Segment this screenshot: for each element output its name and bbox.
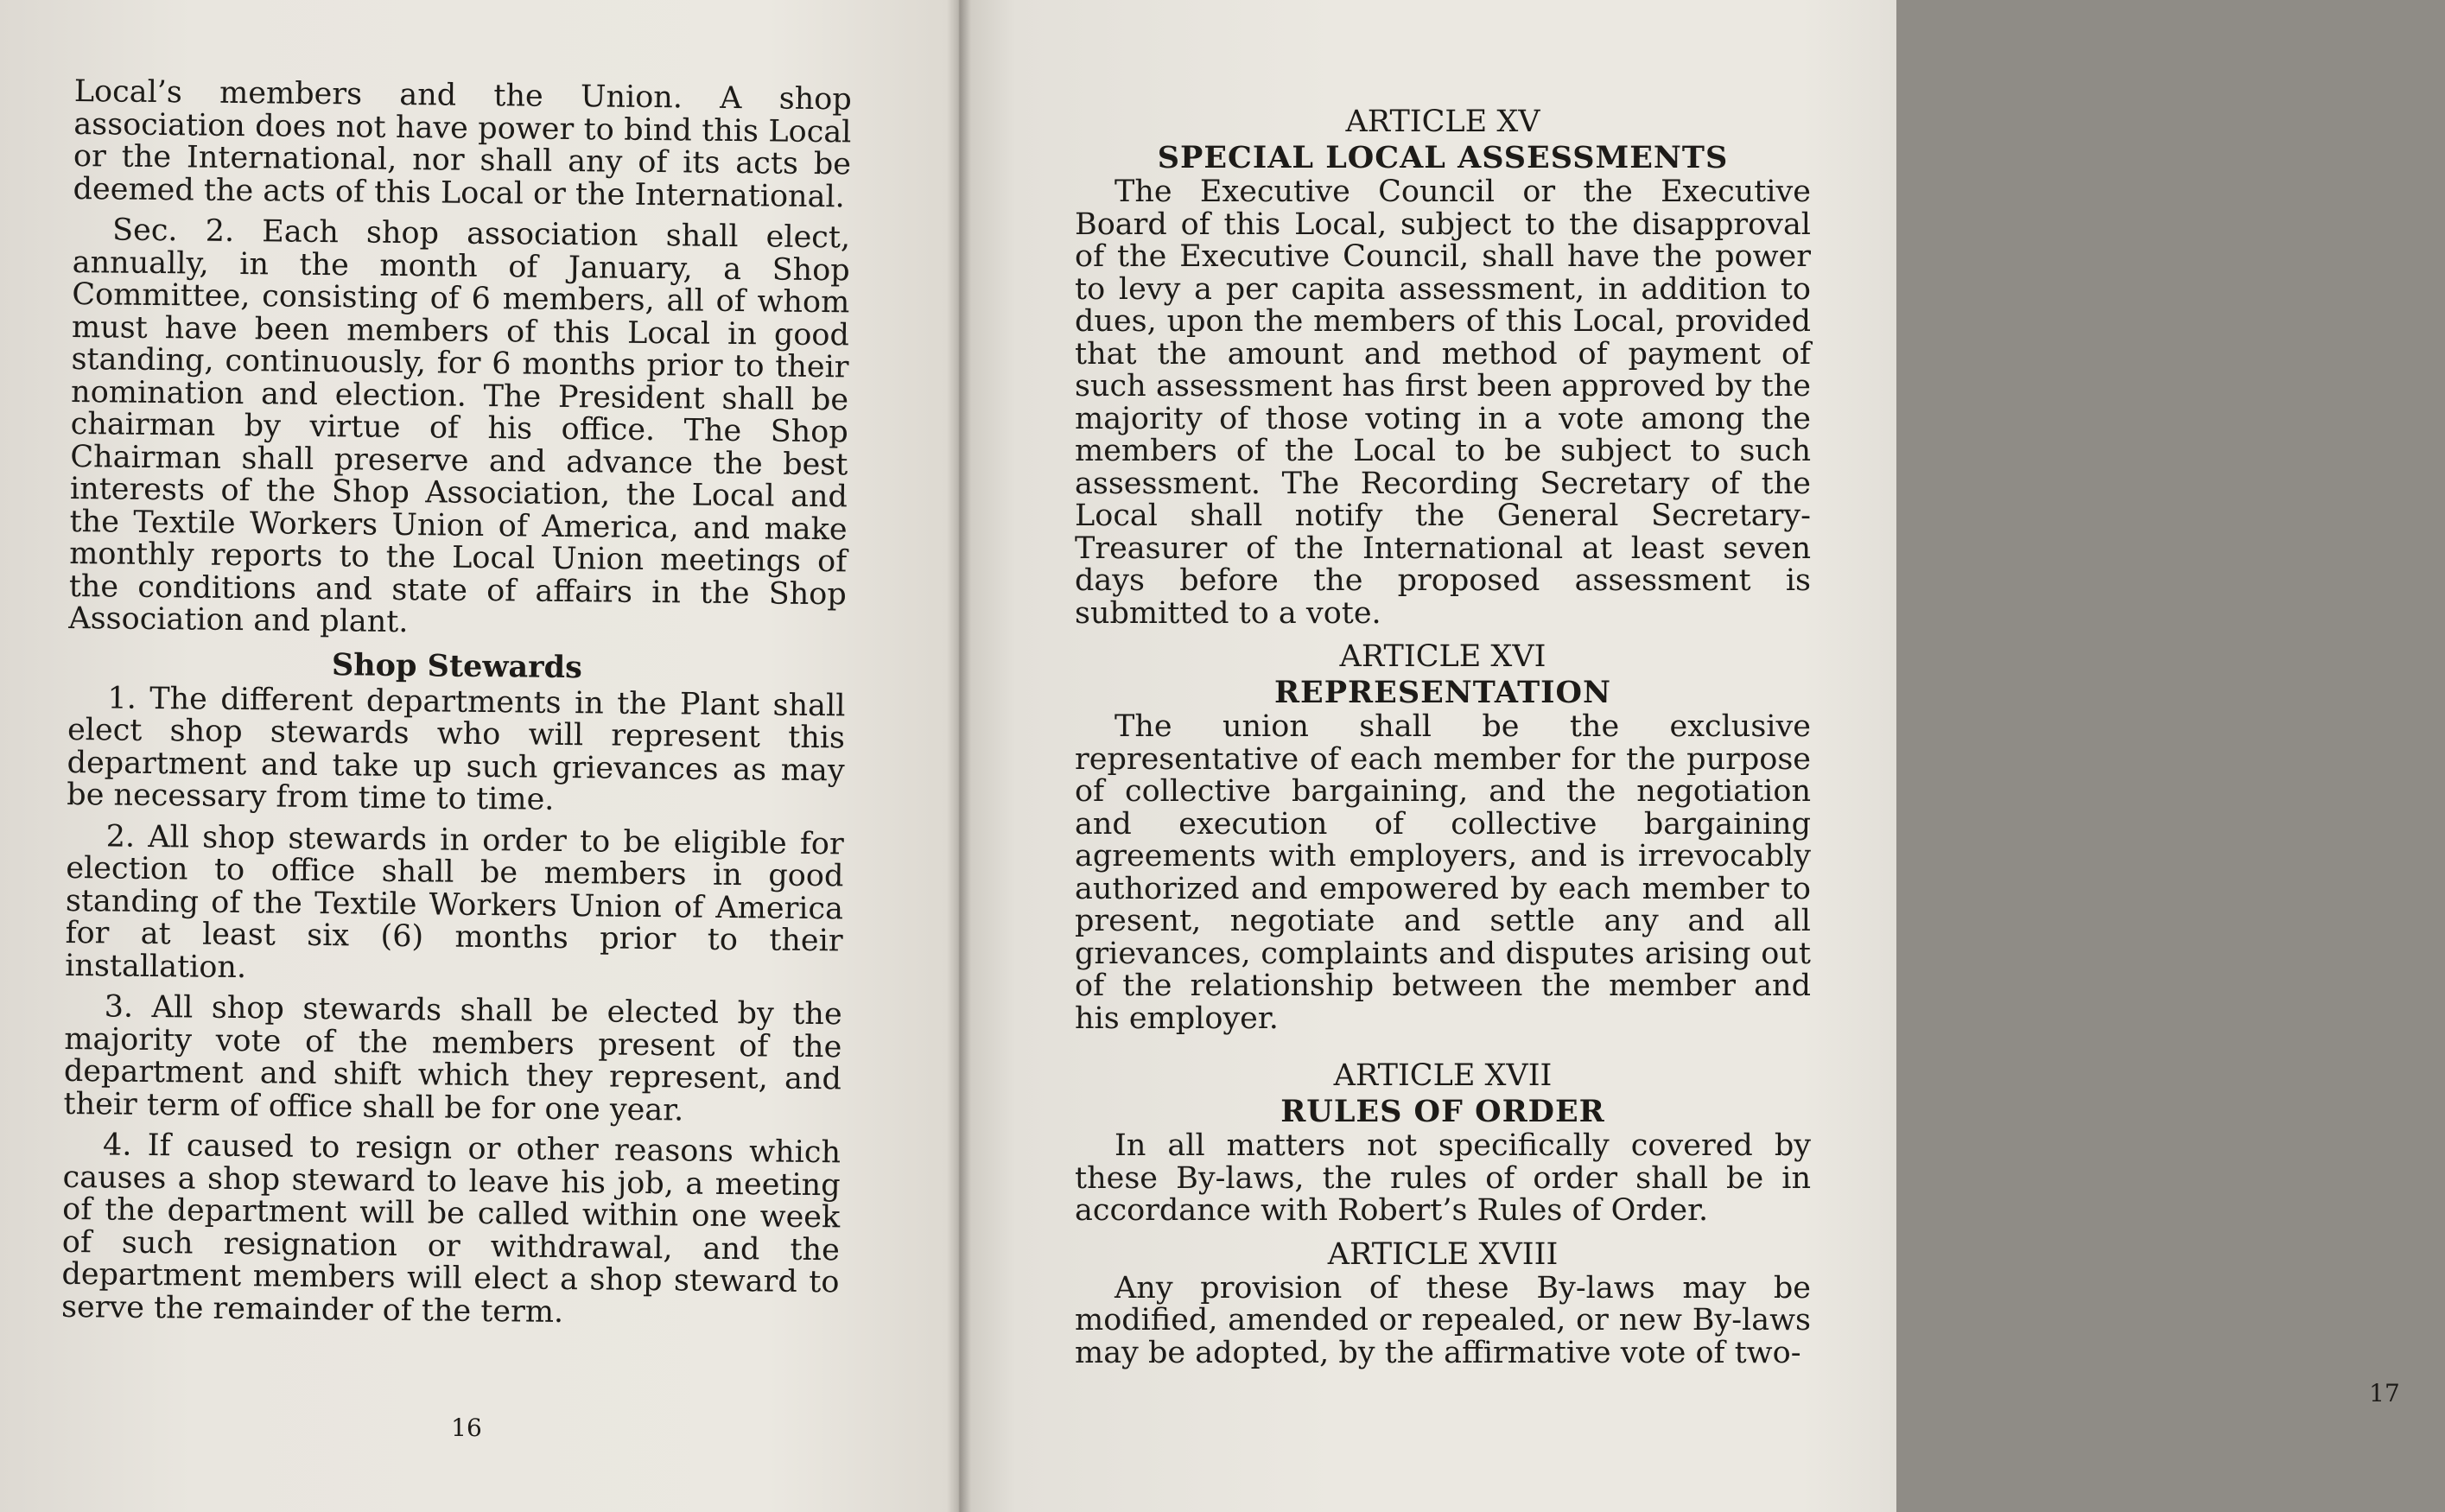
right-page-text [1075,104,1811,1378]
steward-rule-1: 1. The different departments in the Plant shall elect shop stewards who will represent this department and take up such grievances as may be necessary from time to time. [67,680,846,817]
left-page-text [61,76,852,1340]
steward-rule-2: 2. All shop stewards in order to be eligible for election to office shall be members in good standing of the Textile Workers Union of America for at least six (6) months prior to their installation. [65,818,844,985]
article-xvi-title: REPRESENTATION [1273,675,1612,710]
article-xvii-text: In all matters not specifically covered by these By-laws, the rules of order shall be in accordance with Robert’s Rules of Order. [1075,1128,1811,1228]
article-xvi-text: The union shall be the exclusive representative of each member for the purpose of collective bargaining, and the negotiation and execution of collective bargaining agreements with employers, and is irrevocably authorized and empowered by each member to present, negotiate and settle any and all grievances, complaints and disputes arising out of the relationship between the member and his employer. [1075,709,1811,1036]
paragraph-section-2: Sec. 2. Each shop association shall elect, annually, in the month of January, a Shop Committee, consisting of 6 members, all of whom must have been members of this Local in good standing, continuously, for 6 months prior to their nomination and election. The President shall be chairman by virtue of his office. The Shop Chairman shall preserve and advance the best interests of the Shop Association, the Local and the Textile Workers Union of America, and make monthly reports to the Local Union meetings of the conditions and state of affairs in the Shop Association and plant. [68,213,851,640]
article-xv-title: SPECIAL LOCAL ASSESSMENTS [1157,140,1729,175]
article-xv-text: The Executive Council or the Executive Board of this Local, subject to the disapproval of the Executive Council, shall have the power to levy a per capita assessment, in addition to dues, upon the members of this Local, provided that the amount and method of payment of such assessment has first been approved by the majority of those voting in a vote among the members of the Local to be subject to such assessment. The Recording Secretary of the Local shall notify the General Secretary-Treasurer of the International at least seven days before the proposed assessment is submitted to a vote. [1075,175,1811,631]
steward-rule-3: 3. All shop stewards shall be elected by the majority vote of the members present of the department and shift which they represent, and their term of office shall be for one year. [63,989,842,1128]
page-number-right: 17 [2369,1379,2400,1407]
steward-rule-4: 4. If caused to resign or other reasons which causes a shop steward to leave his job, a meeting of the department will be called within one week of such resignation or withdrawal, and the department members will elect a shop steward to serve the remainder of the term. [60,1128,841,1330]
article-xviii-number: ARTICLE XVIII [1327,1236,1559,1272]
paragraph-shop-association-power: Local’s members and the Union. A shop association does not have power to bind this Local or the International, nor shall any of its acts be deemed the acts of this Local or the International. [73,74,852,214]
article-xviii-text: Any provision of these By-laws may be modified, amended or repealed, or new By-laws may be adopted, by the affirmative vote of two- [1075,1270,1811,1370]
page-number-left: 16 [451,1414,482,1442]
right-page [959,0,2400,1512]
article-xv-number: ARTICLE XV [1345,105,1540,139]
shop-stewards-heading: Shop Stewards [331,646,583,685]
article-xvi-number: ARTICLE XVI [1339,639,1546,674]
left-page [0,0,959,1512]
article-xvii-number: ARTICLE XVII [1333,1058,1553,1093]
article-xvii-title: RULES OF ORDER [1280,1094,1605,1129]
